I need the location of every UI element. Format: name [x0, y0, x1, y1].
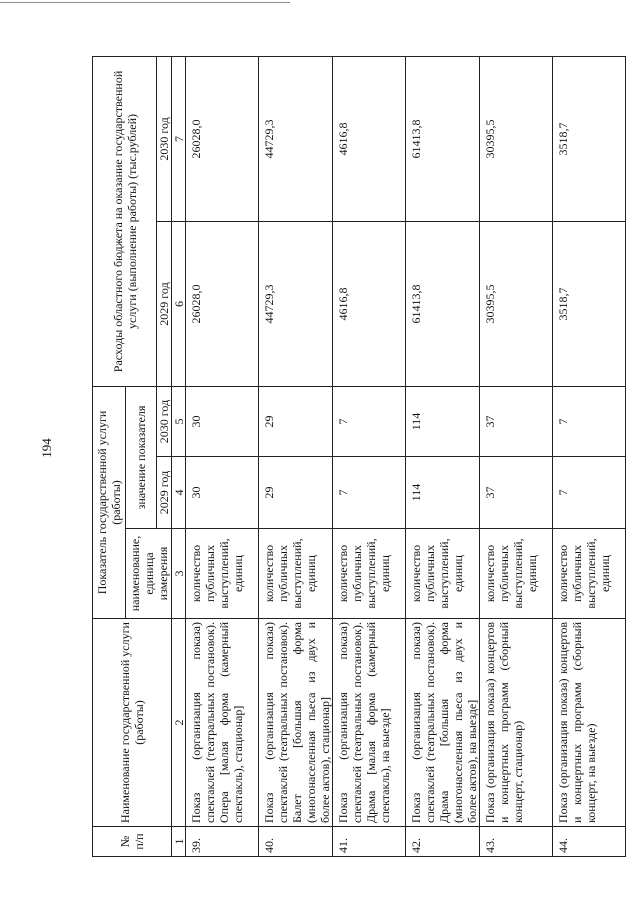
budget-2029: 26028,0 [186, 221, 259, 386]
value-2030: 37 [480, 386, 553, 456]
header-budget-2029: 2029 год [157, 221, 172, 386]
page-number: 194 [39, 438, 54, 458]
header-indicator-name: наименование, единица измерения [126, 529, 172, 619]
budget-2030: 30395,5 [480, 56, 553, 221]
header-indicator-group: Показатель государственной услуги (работы) [93, 386, 126, 618]
top-rule [0, 2, 290, 3]
service-name: Показ (организация показа) концертов и концертных программ (сборный концерт, на выезде) [553, 619, 626, 827]
table-row [186, 56, 259, 856]
value-2030: 29 [259, 386, 333, 456]
budget-2029: 61413,8 [406, 221, 480, 386]
budget-2030: 44729,3 [259, 56, 333, 221]
indicator-unit: количество публичных выступлений, единиц [333, 529, 406, 619]
budget-2030: 26028,0 [186, 56, 259, 221]
service-name: Показ (организация показа) спектаклей (театральных постановок). Драма [большая форма (многонаселенная пьеса из двух и более актов), на выезде] [406, 619, 480, 827]
indicator-unit: количество публичных выступлений, единиц [186, 529, 259, 619]
budget-2029: 3518,7 [553, 221, 626, 386]
budget-2029: 44729,3 [259, 221, 333, 386]
header-budget-group: Расходы областного бюджета на оказание государственной услуги (выполнение работы) (тыс.рублей) [93, 56, 157, 386]
header-budget-2030: 2030 год [157, 56, 172, 221]
col-index: 2 [172, 619, 186, 827]
indicator-unit: количество публичных выступлений, единиц [259, 529, 333, 619]
header-year-2029: 2029 год [157, 457, 172, 529]
col-index: 5 [172, 386, 186, 456]
header-indicator-value: значение показателя [126, 386, 157, 528]
col-index: 3 [172, 529, 186, 619]
service-name: Показ (организация показа) концертов и концертных программ (сборный концерт, стационар) [480, 619, 553, 827]
value-2029: 29 [259, 457, 333, 529]
value-2030: 30 [186, 386, 259, 456]
table-row [553, 56, 626, 856]
budget-2030: 4616,8 [333, 56, 406, 221]
row-num: 43. [480, 827, 553, 857]
budget-2029: 4616,8 [333, 221, 406, 386]
col-index: 4 [172, 457, 186, 529]
value-2029: 30 [186, 457, 259, 529]
value-2029: 114 [406, 457, 480, 529]
budget-2030: 61413,8 [406, 56, 480, 221]
header-service-name: Наименование государственной услуги (работы) [93, 619, 172, 827]
row-num: 41. [333, 827, 406, 857]
indicator-unit: количество публичных выступлений, единиц [406, 529, 480, 619]
rotated-sheet [92, 57, 622, 857]
header-year-2030: 2030 год [157, 386, 172, 456]
table-row [480, 56, 553, 856]
indicator-unit: количество публичных выступлений, единиц [553, 529, 626, 619]
indicator-unit: количество публичных выступлений, единиц [480, 529, 553, 619]
budget-2029: 30395,5 [480, 221, 553, 386]
value-2029: 7 [333, 457, 406, 529]
col-index: 6 [172, 221, 186, 386]
value-2030: 7 [553, 386, 626, 456]
header-num: № п/п [93, 827, 172, 857]
value-2030: 114 [406, 386, 480, 456]
col-index: 7 [172, 56, 186, 221]
col-index: 1 [172, 827, 186, 857]
service-name: Показ (организация показа) спектаклей (театральных постановок). Драма [малая форма (камерный спектакль), на выезде] [333, 619, 406, 827]
row-num: 44. [553, 827, 626, 857]
value-2030: 7 [333, 386, 406, 456]
row-num: 42. [406, 827, 480, 857]
value-2029: 7 [553, 457, 626, 529]
table-row [259, 56, 333, 856]
budget-2030: 3518,7 [553, 56, 626, 221]
row-num: 39. [186, 827, 259, 857]
value-2029: 37 [480, 457, 553, 529]
row-num: 40. [259, 827, 333, 857]
budget-table [92, 56, 626, 857]
service-name: Показ (организация показа) спектаклей (театральных постановок). Опера [малая форма (камерный спектакль), стационар] [186, 619, 259, 827]
service-name: Показ (организация показа) спектаклей (театральных постановок). Балет [большая форма (многонаселенная пьеса из двух и более актов), стационар] [259, 619, 333, 827]
table-row [333, 56, 406, 856]
table-row [406, 56, 480, 856]
